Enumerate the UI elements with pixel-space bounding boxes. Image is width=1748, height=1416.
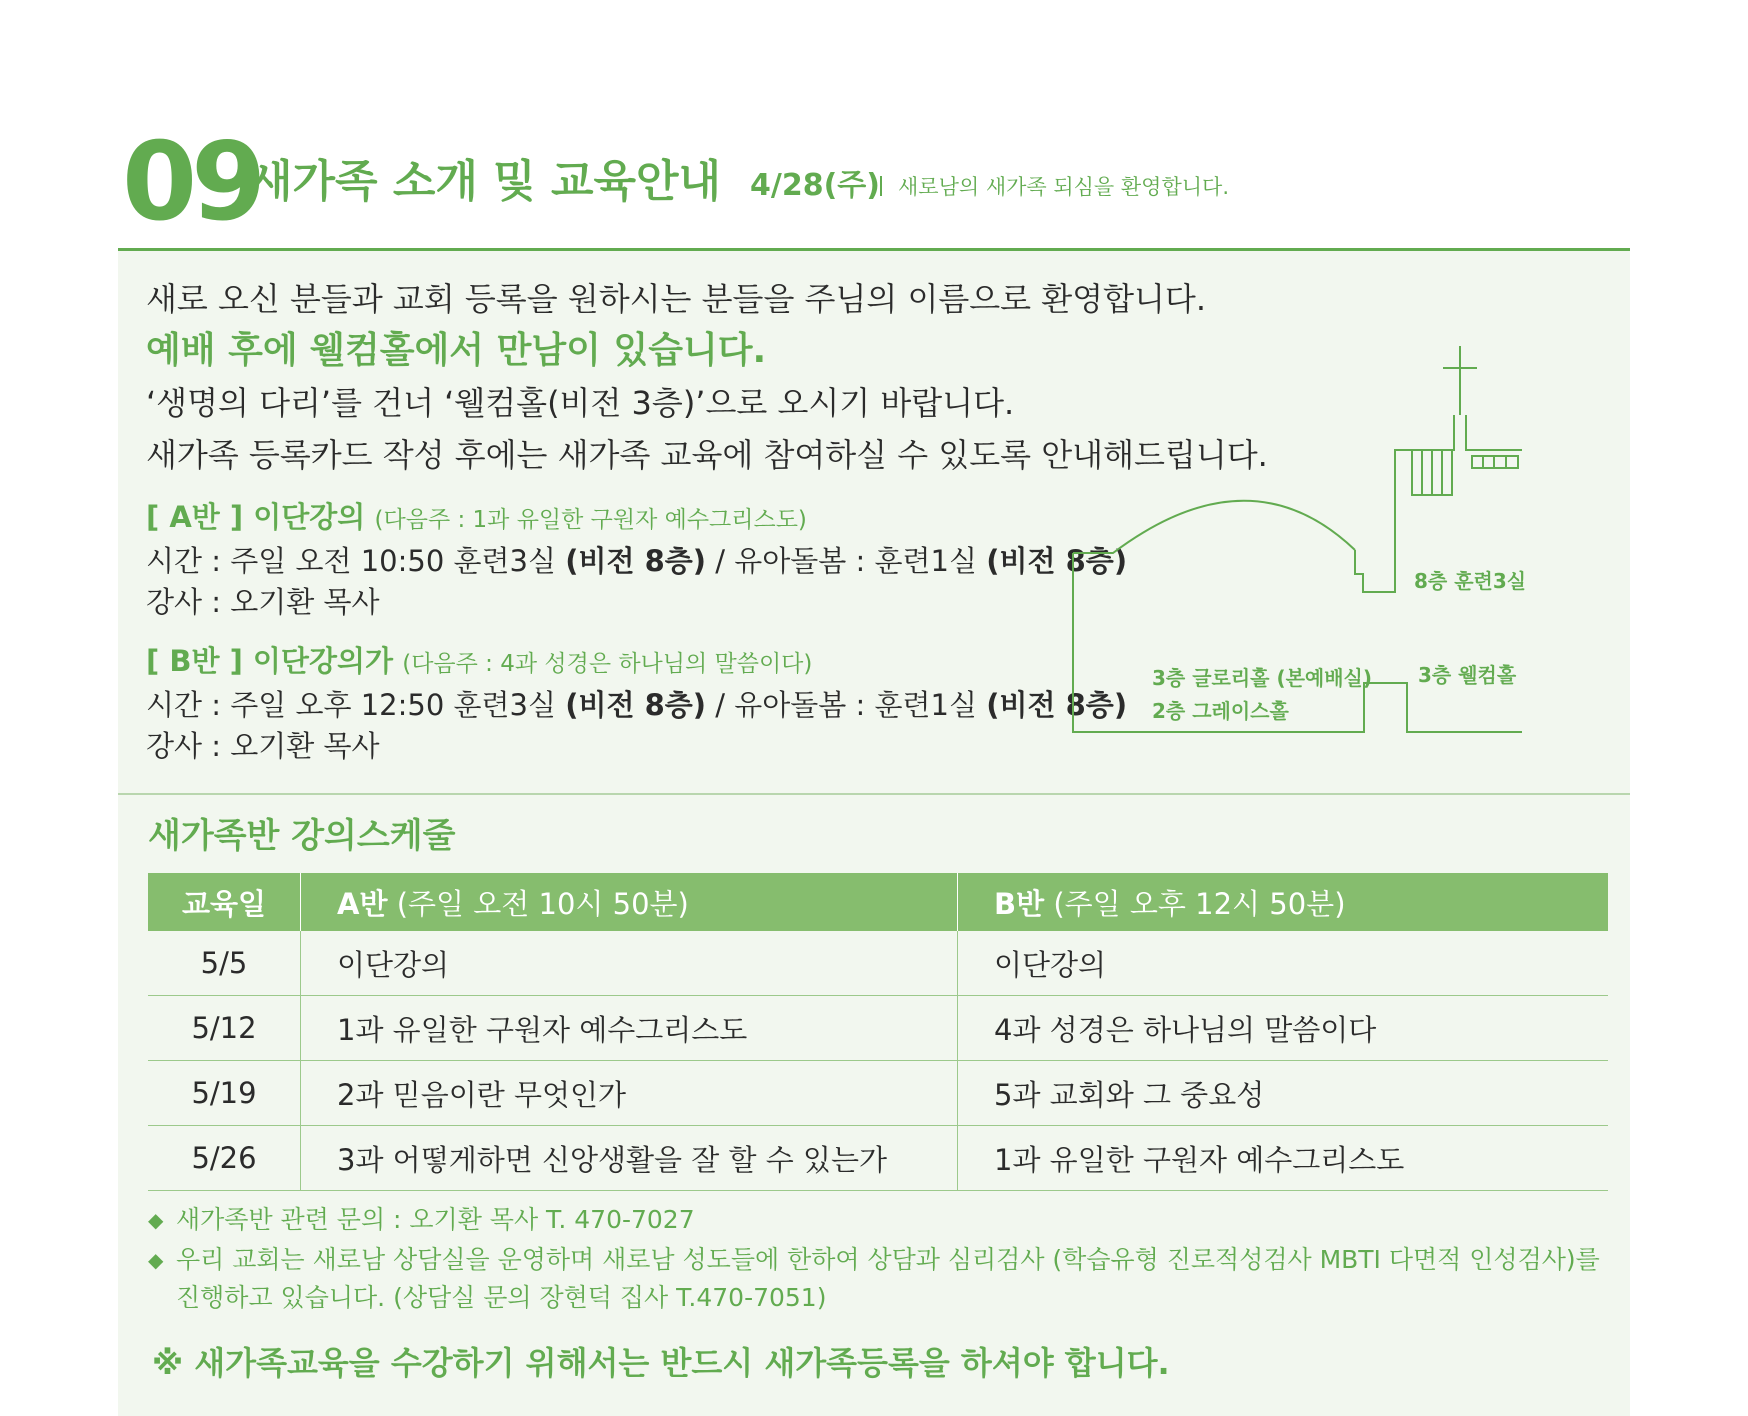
class-a-next: (다음주 : 1과 유일한 구원자 예수그리스도) [374, 507, 807, 533]
section-date: 4/28(주) [750, 168, 880, 203]
table-row [148, 1126, 1608, 1191]
intro-highlight: 예배 후에 웰컴홀에서 만남이 있습니다. [146, 330, 767, 371]
label-3f-glory: 3층 글로리홀 (본예배실) [1152, 666, 1373, 690]
class-a-time-location: (비전 8층) [565, 544, 707, 578]
row-date: 5/26 [148, 1126, 301, 1191]
class-b-time-label: 시간 : 주일 오후 12:50 훈련3실 [146, 688, 557, 722]
class-b-next: (다음주 : 4과 성경은 하나님의 말씀이다) [402, 651, 813, 677]
note-counseling [148, 1241, 1600, 1317]
header-class-b-time: (주일 오후 12시 50분) [1053, 886, 1346, 921]
class-b-title: [ B반 ] 이단강의가 [146, 644, 393, 678]
row-class-a: 1과 유일한 구원자 예수그리스도 [301, 996, 958, 1061]
header-date: 교육일 [148, 873, 301, 931]
row-class-b: 5과 교회와 그 중요성 [958, 1061, 1609, 1126]
row-date: 5/12 [148, 996, 301, 1061]
class-a-teacher: 강사 : 오기환 목사 [146, 585, 380, 619]
class-b-heading [146, 639, 812, 680]
class-a-title: [ A반 ] 이단강의 [146, 500, 366, 534]
class-a-time-label: 시간 : 주일 오전 10:50 훈련3실 [146, 544, 557, 578]
class-a-childcare-location: (비전 8층) [986, 544, 1128, 578]
row-class-b: 이단강의 [958, 931, 1609, 996]
note-counseling-line-2-text: 진행하고 있습니다. [176, 1283, 386, 1312]
table-row [148, 996, 1608, 1061]
notes [148, 1201, 1600, 1317]
section-header [122, 120, 1622, 248]
label-8f-training: 8층 훈련3실 [1414, 569, 1527, 593]
row-class-a: 이단강의 [301, 931, 958, 996]
header-class-a-name: A반 [337, 886, 388, 921]
intro-line-1: 새로 오신 분들과 교회 등록을 원하시는 분들을 주님의 이름으로 환영합니다. [146, 280, 1206, 318]
schedule-table [148, 873, 1608, 1191]
class-b-time-location: (비전 8층) [565, 688, 707, 722]
schedule-title: 새가족반 강의스케줄 [148, 816, 456, 856]
class-b-teacher: 강사 : 오기환 목사 [146, 729, 380, 763]
row-class-a: 2과 믿음이란 무엇인가 [301, 1061, 958, 1126]
row-class-b: 4과 성경은 하나님의 말씀이다 [958, 996, 1609, 1061]
label-3f-welcome: 3층 웰컴홀 [1418, 663, 1517, 687]
class-a-childcare-label: / 유아돌봄 : 훈련1실 [715, 544, 978, 578]
class-b-time [146, 685, 1127, 725]
note-contact-text: 새가족반 관련 문의 : 오기환 목사 T. 470-7027 [176, 1205, 695, 1234]
diamond-bullet-icon: ◆ [148, 1248, 164, 1272]
row-class-a: 3과 어떻게하면 신앙생활을 잘 할 수 있는가 [301, 1126, 958, 1191]
section-subtitle: 새로남의 새가족 되심을 환영합니다. [898, 175, 1229, 199]
label-2f-grace: 2층 그레이스홀 [1152, 699, 1289, 723]
row-date: 5/19 [148, 1061, 301, 1126]
row-class-b: 1과 유일한 구원자 예수그리스도 [958, 1126, 1609, 1191]
intro-line-4: 새가족 등록카드 작성 후에는 새가족 교육에 참여하실 수 있도록 안내해드립니다. [146, 436, 1268, 474]
building-diagram [1070, 330, 1527, 730]
table-row [148, 1061, 1608, 1126]
header-class-b [958, 873, 1609, 931]
class-a-time [146, 541, 1127, 581]
header-separator [880, 176, 882, 196]
table-row [148, 931, 1608, 996]
header-class-b-name: B반 [994, 886, 1045, 921]
class-b-childcare-label: / 유아돌봄 : 훈련1실 [715, 688, 978, 722]
header-class-a-time: (주일 오전 10시 50분) [396, 886, 689, 921]
note-counseling-contact: (상담실 문의 장현덕 집사 T.470-7051) [393, 1283, 827, 1312]
building-dome [1073, 501, 1355, 553]
note-counseling-line-1: 우리 교회는 새로남 상담실을 운영하며 새로남 성도들에 한하여 상담과 심리검사 (학습유형 진로적성검사 MBTI 다면적 인성검사)를 [176, 1245, 1600, 1274]
section-title: 새가족 소개 및 교육안내 [250, 156, 721, 207]
diamond-bullet-icon: ◆ [148, 1208, 164, 1232]
schedule-header-row [148, 873, 1608, 931]
header-class-a [301, 873, 958, 931]
class-b-childcare-location: (비전 8층) [986, 688, 1128, 722]
building-tower-left [1355, 415, 1454, 592]
intro-line-3: ‘생명의 다리’를 건너 ‘웰컴홀(비전 3층)’으로 오시기 바랍니다. [146, 384, 1015, 422]
note-counseling-line-2 [176, 1279, 1600, 1317]
section-divider [118, 793, 1630, 795]
row-date: 5/5 [148, 931, 301, 996]
section-number: 09 [122, 120, 261, 245]
class-a-heading [146, 495, 807, 536]
note-contact [148, 1201, 1600, 1239]
registration-notice: ※ 새가족교육을 수강하기 위해서는 반드시 새가족등록을 하셔야 합니다. [152, 1344, 1170, 1382]
